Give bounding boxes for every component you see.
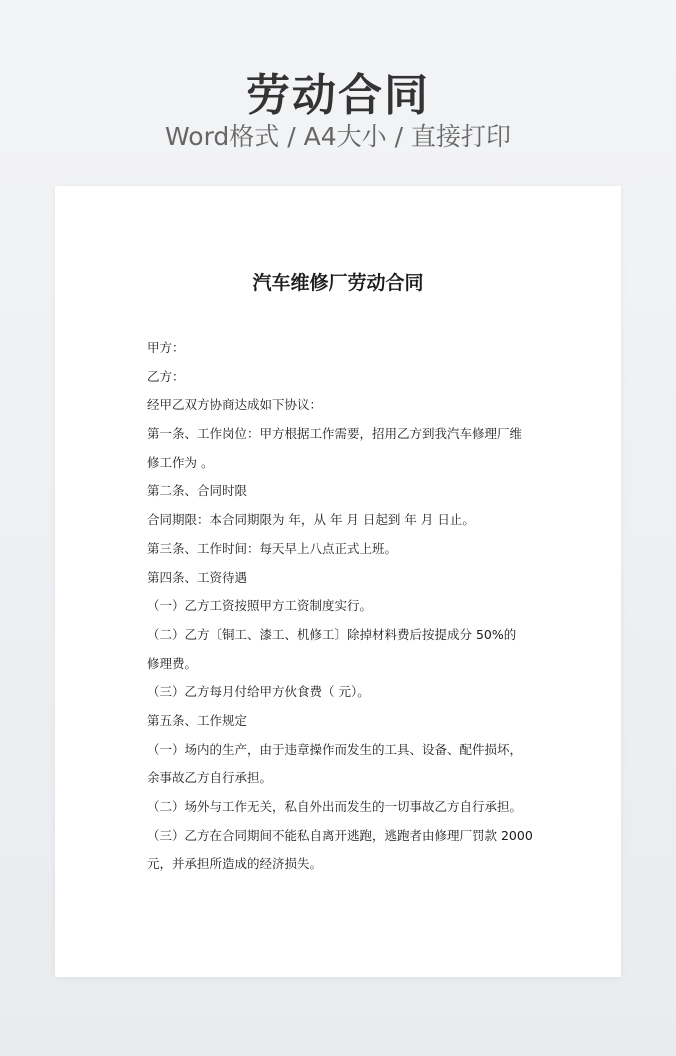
document-line: （一）场内的生产，由于违章操作而发生的工具、设备、配件损坏， — [147, 741, 523, 757]
page-subtitle: Word格式 / A4大小 / 直接打印 — [165, 122, 511, 151]
document-title: 汽车维修厂劳动合同 — [252, 272, 424, 294]
document-line: 甲方： — [147, 340, 185, 355]
document-line: 第一条、工作岗位：甲方根据工作需要，招用乙方到我汽车修理厂维 — [147, 426, 523, 442]
document-line: 经甲乙双方协商达成如下协议： — [147, 397, 323, 413]
document-line: 元，并承担所造成的经济损失。 — [147, 856, 323, 872]
document-body — [147, 334, 547, 879]
document-line: 乙方： — [147, 368, 185, 384]
document-page — [55, 186, 621, 977]
document-line: （二）场外与工作无关，私自外出而发生的一切事故乙方自行承担。 — [147, 799, 523, 814]
document-line: 修理费。 — [147, 655, 198, 671]
document-line: 合同期限：本合同期限为 年，从 年 月 日起到 年 月 日止。 — [147, 512, 475, 528]
document-line: 第五条、工作规定 — [147, 712, 248, 728]
document-line: 余事故乙方自行承担。 — [147, 770, 273, 786]
page-title: 劳动合同 — [246, 70, 430, 121]
document-line: 第二条、合同时限 — [147, 483, 248, 499]
document-line: 第三条、工作时间：每天早上八点正式上班。 — [147, 540, 398, 556]
document-line: 第四条、工资待遇 — [147, 569, 248, 585]
document-line: （一）乙方工资按照甲方工资制度实行。 — [147, 598, 373, 614]
document-line: 修工作为 。 — [147, 454, 214, 470]
document-line: （三）乙方每月付给甲方伙食费（ 元）。 — [147, 684, 370, 700]
document-line: （二）乙方〔铜工、漆工、机修工〕除掉材料费后按提成分 50%的 — [147, 626, 517, 642]
document-line: （三）乙方在合同期间不能私自离开逃跑，逃跑者由修理厂罚款 2000 — [147, 827, 533, 843]
